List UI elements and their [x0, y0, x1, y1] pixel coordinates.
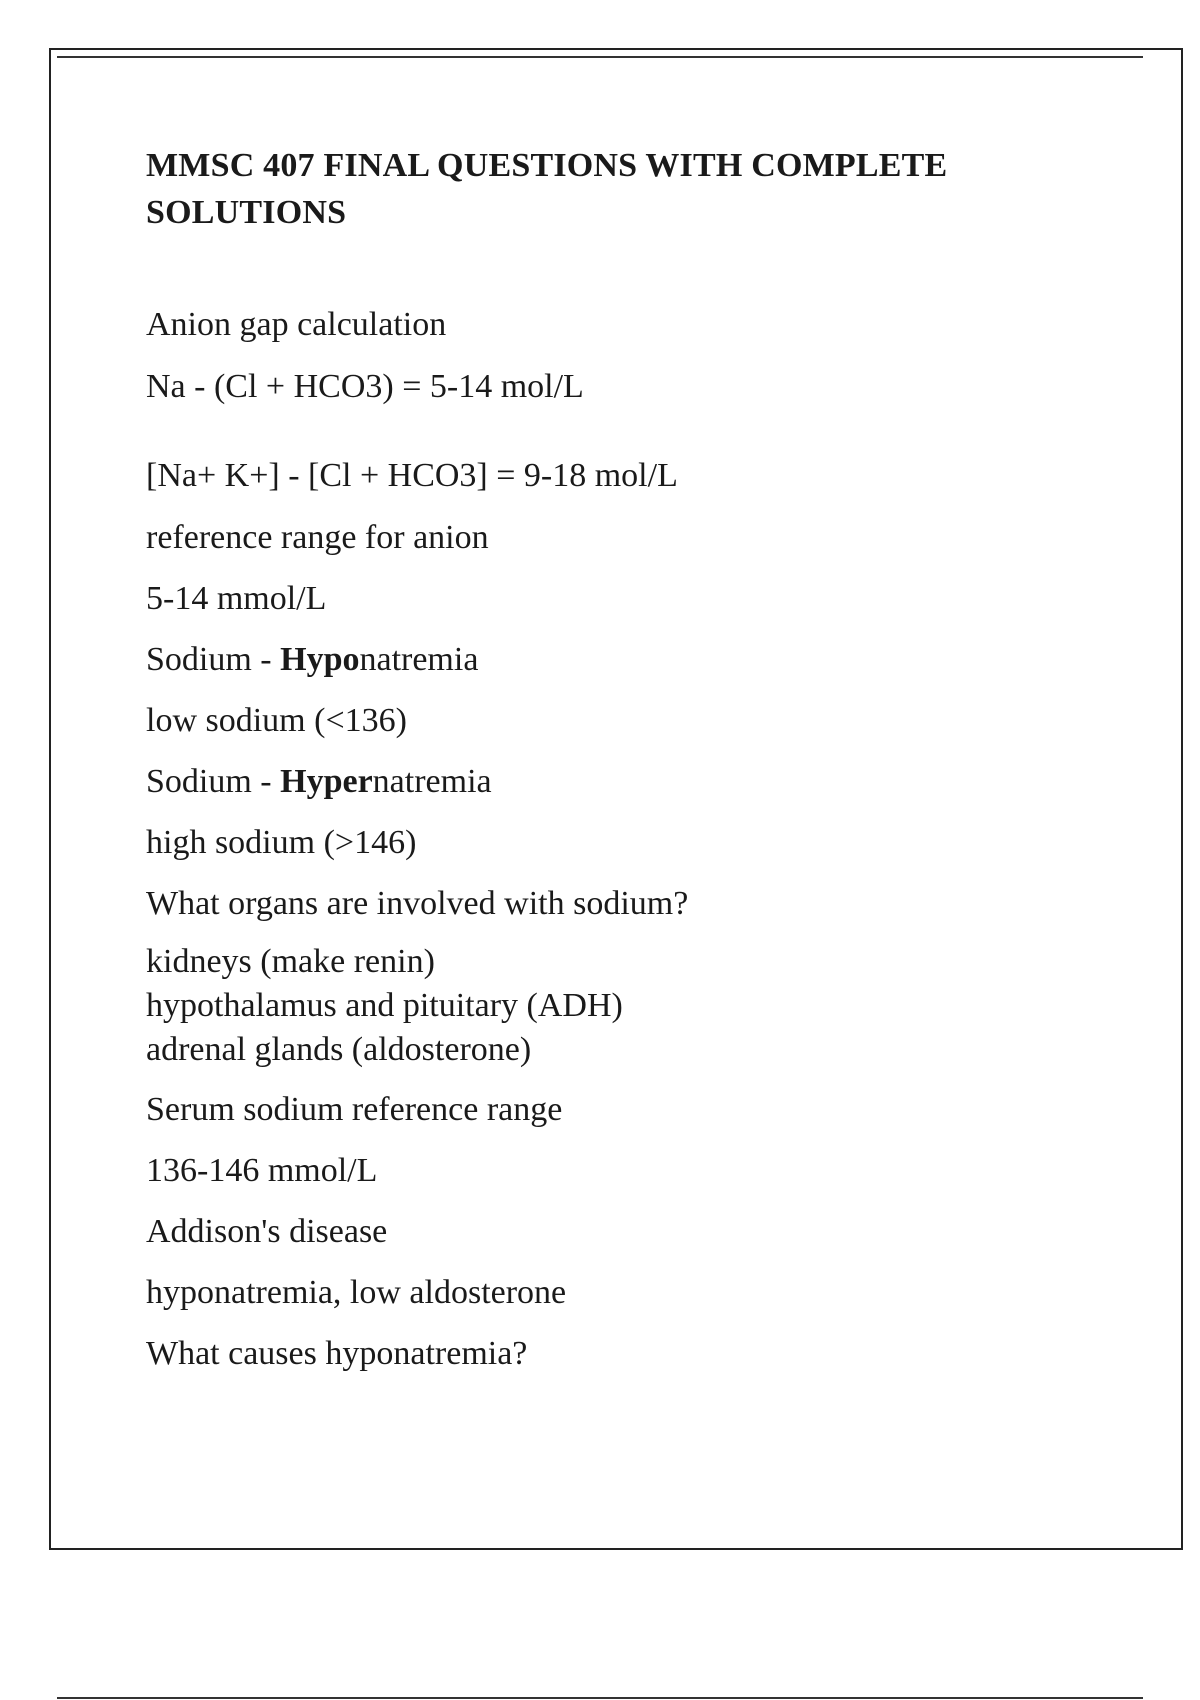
bottom-rule [57, 1697, 1143, 1699]
emphasis-hypo: Hypo [280, 641, 360, 678]
answer-organs-list [146, 940, 1126, 1072]
question-addisons-disease: Addison's disease [146, 1213, 388, 1250]
question-hyponatremia [146, 638, 1126, 682]
document-body [146, 142, 1126, 1376]
document-title: MMSC 407 FINAL QUESTIONS WITH COMPLETE SOLUTIONS [146, 147, 948, 231]
top-rule [57, 56, 1143, 58]
question-causes-hyponatremia: What causes hyponatremia? [146, 1335, 528, 1372]
organ-line: kidneys (make renin) [146, 943, 435, 980]
question-hypernatremia [146, 760, 1126, 804]
organ-line: adrenal glands (aldosterone) [146, 1031, 532, 1068]
answer-anion-reference-range: 5-14 mmol/L [146, 580, 327, 617]
question-prefix: Sodium - [146, 641, 281, 678]
answer-addisons-disease: hyponatremia, low aldosterone [146, 1274, 567, 1311]
answer-anion-gap-formula: Na - (Cl + HCO3) = 5-14 mol/L [146, 368, 584, 405]
answer-high-sodium: high sodium (>146) [146, 824, 417, 861]
question-suffix: natremia [359, 641, 479, 678]
organ-line: hypothalamus and pituitary (ADH) [146, 987, 623, 1024]
answer-low-sodium: low sodium (<136) [146, 702, 407, 739]
answer-anion-gap-formula-with-potassium: [Na+ K+] - [Cl + HCO3] = 9-18 mol/L [146, 457, 678, 494]
question-serum-sodium-range: Serum sodium reference range [146, 1091, 563, 1128]
question-prefix: Sodium - [146, 763, 281, 800]
question-anion-gap-calculation: Anion gap calculation [146, 306, 447, 343]
emphasis-hyper: Hyper [280, 763, 373, 800]
question-suffix: natremia [372, 763, 492, 800]
answer-serum-sodium-range: 136-146 mmol/L [146, 1152, 378, 1189]
question-organs-sodium: What organs are involved with sodium? [146, 885, 689, 922]
question-anion-reference-range: reference range for anion [146, 519, 489, 556]
